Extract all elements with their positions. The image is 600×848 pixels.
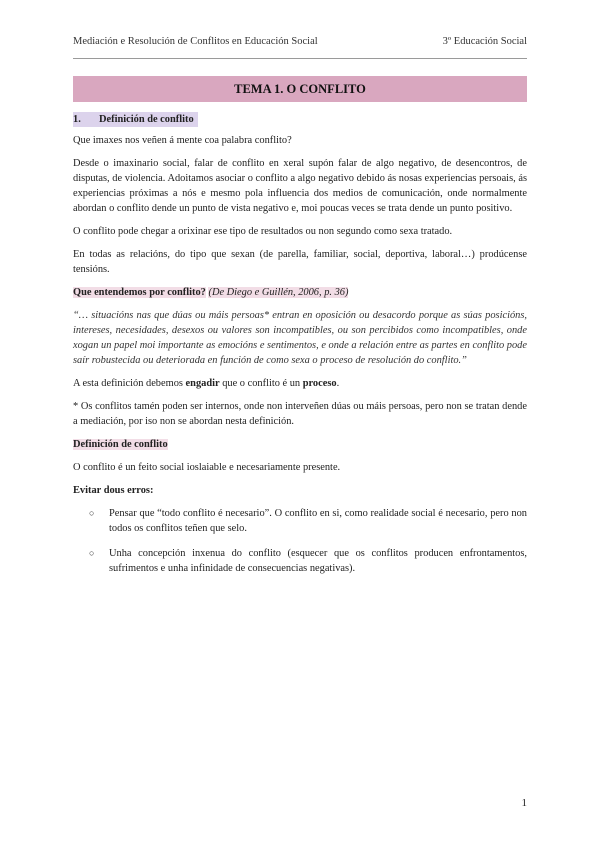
definition-addition-mid: que o conflito é un [219, 378, 303, 389]
paragraph-results: O conflito pode chegar a orixinar ese tipo de resultados ou non segundo como sexa tratado. [73, 226, 453, 237]
errors-heading-line [73, 483, 527, 498]
list-item-text: Unha concepción inxenua do conflito (esquecer que os conflitos producen enfrontamentos, sufrimentos e unha infinidade de consecuencias negativas). [109, 548, 527, 574]
statement-social-fact: O conflito é un feito social ioslaiable e necesariamente presente. [73, 462, 341, 473]
definition-addition-bold-add: engadir [185, 378, 220, 389]
definition-addition-pre: A esta definición debemos [73, 378, 186, 389]
list-item-text: Pensar que “todo conflito é necesario”. O conflito en si, como realidade social é necesario, pero non todos os conflitos teñen que selo. [109, 508, 527, 534]
question-heading-line [73, 285, 527, 300]
bullet-circle-icon: ○ [89, 508, 95, 518]
paragraph-question: Que imaxes nos veñen á mente coa palabra conflito? [73, 135, 292, 146]
list-item [89, 506, 527, 536]
header-course-year: 3º Educación Social [442, 36, 527, 47]
question-heading: Que entendemos por conflito? [73, 287, 206, 298]
chapter-title: TEMA 1. O CONFLITO [73, 76, 527, 102]
page-content [73, 112, 527, 586]
subheading-line [73, 437, 527, 452]
paragraph-social-imaginary: Desde o imaxinario social, falar de conflito en xeral supón falar de algo negativo, de desencontros, de disputas, de violencia. Adoitamos asociar o conflito a algo negativo debido ás nosas experiencias persoais, ás experiencias próximas a nós e mesmo pola influencia dos medios de comunicación, onde normalmente abordan o conflito dende un punto de vista negativo e, moi poucas veces se trata dende un punto positivo. [73, 158, 527, 214]
errors-list [73, 506, 527, 576]
definition-addition-bold-process: proceso [302, 378, 337, 389]
subheading-definition: Definición de conflito [73, 439, 168, 450]
definition-quote: “… situacións nas que dúas ou máis persoas* entran en oposición ou desacordo porque as súas posicións, intereses, necesidades, desexos ou valores son incompatibles, ou son percibidos como incompatibles, onde xogan un papel moi importante as emocións e sentimentos, e onde a relación entre as partes en conflito pode saír robustecida ou deteriorada en función de como sexa o proceso de resolución do conflito.” [73, 310, 527, 366]
definition-addition [73, 376, 527, 391]
paragraph-relations: En todas as relacións, do tipo que sexan (de parella, familiar, social, deportiva, laboral…) prodúcense tensións. [73, 249, 527, 275]
list-item [89, 546, 527, 576]
definition-addition-post: . [336, 378, 340, 389]
page-number: 1 [521, 797, 527, 809]
question-citation: (De Diego e Guillén, 2006, p. 36) [208, 287, 349, 298]
section-number: 1. [73, 114, 81, 125]
footnote-internal-conflicts: * Os conflitos tamén poden ser internos, onde non interveñen dúas ou máis persoas, pero non se tratan dende a mediación, por iso non se abordan nesta definición. [73, 401, 527, 427]
section-title: Definición de conflito [99, 114, 194, 125]
header-divider [73, 58, 527, 59]
header-course-title: Mediación e Resolución de Conflitos en Educación Social [73, 36, 318, 47]
errors-heading: Evitar dous erros: [73, 485, 154, 496]
bullet-circle-icon: ○ [89, 548, 95, 558]
section-heading [73, 112, 198, 127]
